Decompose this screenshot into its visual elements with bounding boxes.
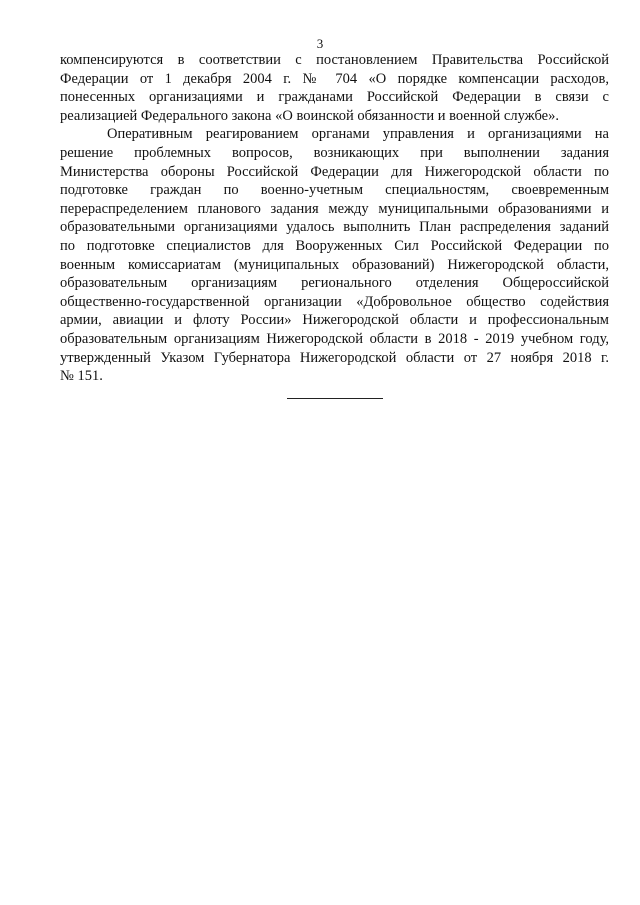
text-line: подготовке граждан по военно-учетным специальностям, своевременным: [60, 182, 609, 199]
text-line: образовательными организациями удалось выполнить План распределения заданий: [60, 219, 609, 236]
text-line: Министерства обороны Российской Федерации для Нижегородской области по: [60, 163, 609, 180]
text-line: по подготовке специалистов для Вооруженных Сил Российской Федерации по: [60, 237, 609, 254]
text-line: решение проблемных вопросов, возникающих при выполнении задания: [60, 144, 609, 161]
text-line: № 151.: [60, 368, 103, 385]
text-line: армии, авиации и флоту России» Нижегородской области и профессиональным: [60, 312, 609, 329]
document-body: [60, 51, 609, 386]
text-line: реализацией Федерального закона «О воинской обязанности и военной службе».: [60, 107, 559, 124]
text-line: военным комиссариатам (муниципальных образований) Нижегородской области,: [60, 256, 609, 273]
text-line: образовательным организациям Нижегородской области в 2018 - 2019 учебном году,: [60, 330, 609, 347]
paragraph-compensation: [60, 51, 609, 125]
text-line: компенсируются в соответствии с постановлением Правительства Российской: [60, 52, 609, 68]
text-line: утвержденный Указом Губернатора Нижегородской области от 27 ноября 2018 г.: [60, 349, 609, 366]
paragraph-plan-fulfillment: [60, 125, 609, 385]
text-line: Оперативным реагированием органами управления и организациями на: [107, 126, 609, 143]
page-number: 3: [316, 36, 324, 51]
text-line: общественно-государственной организации «Добровольное общество содействия: [60, 293, 609, 310]
end-separator-line: [287, 398, 383, 399]
text-line: Федерации от 1 декабря 2004 г. № 704 «О порядке компенсации расходов,: [60, 70, 609, 87]
text-line: понесенных организациями и гражданами Российской Федерации в связи с: [60, 89, 609, 106]
text-line: образовательным организациям регионального отделения Общероссийской: [60, 275, 609, 292]
text-line: перераспределением планового задания между муниципальными образованиями и: [60, 200, 609, 217]
